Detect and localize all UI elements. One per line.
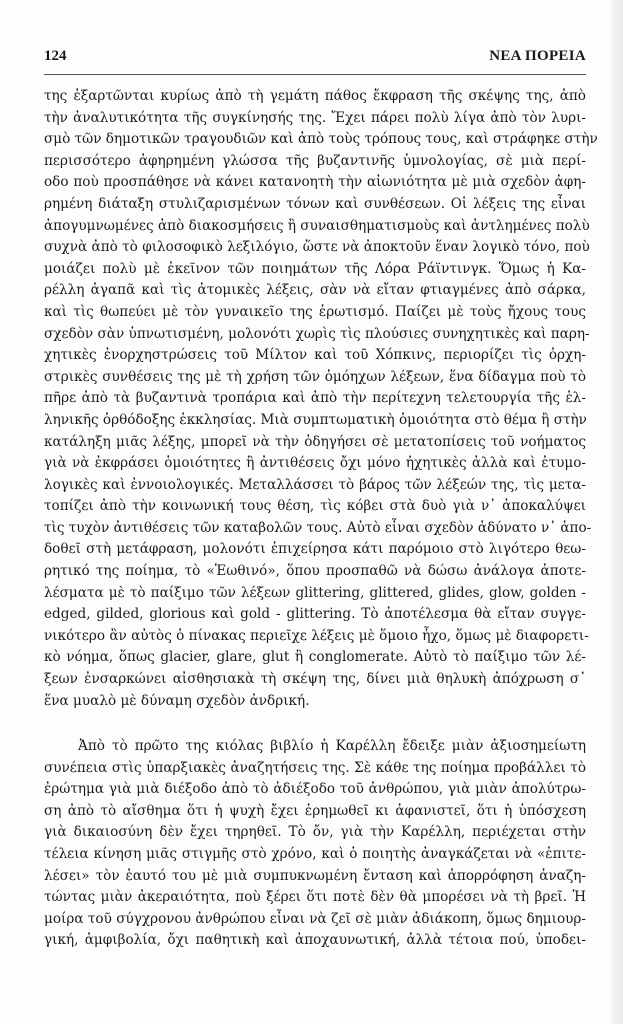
text-line: ρητικό της ποίημα, τὸ «Ἑωθινό», ὅπου προσπαθῶ νὰ δώσω ἀνάλογα ἀποτε- — [44, 563, 586, 580]
text-line: edged, gilded, glorious καὶ gold - glittering. Τὸ ἀποτέλεσμα θὰ εἴταν συγγε- — [44, 606, 586, 623]
text-line: γική, ἀμφιβολία, ὄχι παθητικὴ καὶ ἀποχαυνωτική, ἀλλὰ τέτοια πού, ὑποδει- — [44, 932, 586, 949]
text-line: δοθεῖ στὴ μετάφραση, μολονότι ἐπιχείρησα κάτι παρόμοιο στὸ λιγότερο θεω- — [44, 541, 586, 558]
text-line: στρικὲς συνθέσεις της μὲ τὴ χρήση τῶν ὁμόηχων λέξεων, ἕνα δίδαγμα ποὺ τὸ — [44, 368, 586, 385]
text-line: ρημένη διάταξη στυλιζαρισμένων τόνων καὶ συνθέσεων. Οἱ λέξεις της εἶναι — [44, 195, 586, 212]
text-line: μοίρα τοῦ σύγχρονου ἀνθρώπου εἶναι νὰ ζεῖ σὲ μιὰν ἀδιάκοπη, ὅμως δημιουρ- — [44, 910, 586, 927]
text-line: χητικὲς ἐνορχηστρώσεις τοῦ Μίλτον καὶ τοῦ Χόπκινς, περιορίζει τὶς ὀρχη- — [44, 347, 586, 364]
text-line: ἐρώτημα γιὰ μιὰ διέξοδο ἀπὸ τὸ ἀδιέξοδο τοῦ ἀνθρώπου, γιὰ μιὰν ἀπολύτρω- — [44, 781, 586, 798]
text-line: τὴν ἀναλυτικότητα τῆς συγκίνησής της. Ἔχει πάρει πολὺ λίγα ἀπὸ τὸν λυρι- — [44, 109, 586, 126]
text-line: σχεδὸν σὰν ὑπνωτισμένη, μολονότι χωρὶς τὶς πλούσιες συνηχητικὲς καὶ παρη- — [44, 325, 590, 342]
text-line: λέσει» τὸν ἑαυτό του μὲ μιὰ συμπυκνωμένη ἔνταση καὶ ἀπορρόφηση ἀναζη- — [44, 867, 586, 884]
text-line: ἕνα μυαλὸ μὲ δύναμη σχεδὸν ἀνδρική. — [44, 692, 310, 709]
text-line: γιὰ νὰ ἐκφράσει ὁμοιότητες ἢ ἀντιθέσεις ὄχι μόνο ἠχητικὲς ἀλλὰ καὶ ἐτυμο- — [44, 455, 586, 472]
text-line: ἀπογυμνωμένες ἀπὸ διακοσμήσεις ἢ συναισθηματισμοὺς καὶ ἀντλημένες πολὺ — [44, 217, 590, 234]
text-line: συχνὰ ἀπὸ τὸ φιλοσοφικὸ λεξιλόγιο, ὥστε νὰ ἀποκτοῦν ἕναν λογικὸ τόνο, ποὺ — [44, 239, 590, 256]
text-line: ξεων ἐνσαρκώνει αἰσθησιακὰ τὴ σκέψη της, δίνει μιὰ θηλυκὴ ἀπόχρωση σ᾿ — [44, 671, 586, 688]
scan-edge-shadow — [611, 0, 623, 1024]
text-line: τὶς τυχὸν ἀντιθέσεις τῶν καταβολῶν τους. Αὐτὸ εἶναι σχεδὸν ἀδύνατο ν᾿ ἀπο- — [44, 519, 592, 536]
text-line: ρέλλη ἀγαπᾶ καὶ τὶς ἀτομικὲς λέξεις, σὰν νὰ εἴταν φτιαγμένες ἀπὸ σάρκα, — [44, 282, 586, 299]
text-line: τοπίζει ἀπὸ τὴν κοινωνική τους θέση, τὶς κόβει στὰ δυὸ γιὰ ν᾿ ἀποκαλύψει — [44, 498, 586, 515]
text-line: λογικὲς καὶ ἐννοιολογικές. Μεταλλάσσει τὸ βάρος τῶν λέξεών της, τὶς μετα- — [44, 476, 586, 493]
text-line: ληνικῆς ὀρθόδοξης ἐκκλησίας. Μιὰ συμπτωματικὴ ὁμοιότητα στὸ θέμα ἢ στὴν — [44, 411, 587, 428]
text-line: πῆρε ἀπὸ τὰ βυζαντινὰ τροπάρια καὶ ἀπὸ τὴν περίτεχνη τελετουργία τῆς ἑλ- — [44, 390, 586, 407]
text-line: τώντας μιὰν ἀκεραιότητα, ποὺ ξέρει ὅτι ποτὲ δὲν θὰ μπορέσει νὰ τὴ βρεῖ. Ἡ — [44, 889, 586, 906]
text-line: τέλεια κίνηση μιᾶς στιγμῆς στὸ χρόνο, καὶ ὁ ποιητὴς ἀναγκάζεται νὰ «ἐπιτε- — [44, 845, 586, 862]
text-line: λέσματα μὲ τὸ παίξιμο τῶν λέξεων glittering, glittered, glides, glow, golden - — [44, 584, 586, 601]
text-line: συνέπεια στὶς ὑπαρξιακὲς ἀναζητήσεις της. Σὲ κάθε της ποίημα προβάλλει τὸ — [44, 759, 586, 776]
text-line: κατάληξη μιᾶς λέξης, μπορεῖ νὰ τὴν ὁδηγήσει σὲ μετατοπίσεις τοῦ νοήματος — [44, 433, 586, 450]
text-line: γιὰ δικαιοσύνη δὲν ἔχει τηρηθεῖ. Τὸ ὄν, γιὰ τὴν Καρέλλη, περιέχεται στὴν — [44, 824, 586, 841]
text-line: οδο ποὺ προσπάθησε νὰ κάνει κατανοητὴ τὴν αἰωνιότητα μὲ μιὰ σχεδὸν ἀφη- — [44, 174, 586, 191]
header-rule — [44, 74, 586, 75]
text-line: περισσότερο ἀφηρημένη γλώσσα τῆς βυζαντινῆς ὑμνολογίας, σὲ μιὰ περί- — [44, 152, 586, 169]
journal-title: ΝΕΑ ΠΟΡΕΙΑ — [489, 48, 586, 64]
text-line: καὶ τὶς θωπεύει μὲ τὸν γυναικεῖο της ἐρωτισμό. Παίζει μὲ τοὺς ἤχους τους — [44, 303, 586, 320]
text-line: της ἐξαρτῶνται κυρίως ἀπὸ τὴ γεμάτη πάθος ἔκφραση τῆς σκέψης της, ἀπὸ — [44, 88, 586, 104]
text-line: μοιάζει πολὺ μὲ ἐκεῖνον τῶν ποιημάτων τῆς Λόρα Ράϊντινγκ. Ὅμως ἡ Κα- — [44, 260, 586, 277]
running-header — [44, 48, 586, 68]
text-line: ση ἀπὸ τὸ αἴσθημα ὅτι ἡ ψυχὴ ἔχει ἐρημωθεῖ κι ἀφανιστεῖ, ὅτι ἡ ὑπόσχεση — [44, 802, 586, 819]
text-line: Ἀπὸ τὸ πρῶτο της κιόλας βιβλίο ἡ Καρέλλη ἔδειξε μιὰν ἀξιοσημείωτη — [78, 738, 586, 754]
text-line: κὸ νόημα, ὅπως glacier, glare, glut ἢ conglomerate. Αὐτὸ τὸ παίξιμο τῶν λέ- — [44, 649, 586, 666]
paragraph-2 — [44, 736, 586, 952]
paragraph-1 — [44, 86, 598, 712]
text-line: νικότερο ἂν αὐτὸς ὁ πίνακας περιεῖχε λέξεις μὲ ὅμοιο ἦχο, ὅμως μὲ διαφορετι- — [44, 627, 589, 644]
text-line: σμὸ τῶν δημοτικῶν τραγουδιῶν καὶ ἀπὸ τοὺς τρόπους τους, καὶ στράφηκε στὴν — [44, 131, 598, 148]
page-number: 124 — [44, 48, 67, 64]
